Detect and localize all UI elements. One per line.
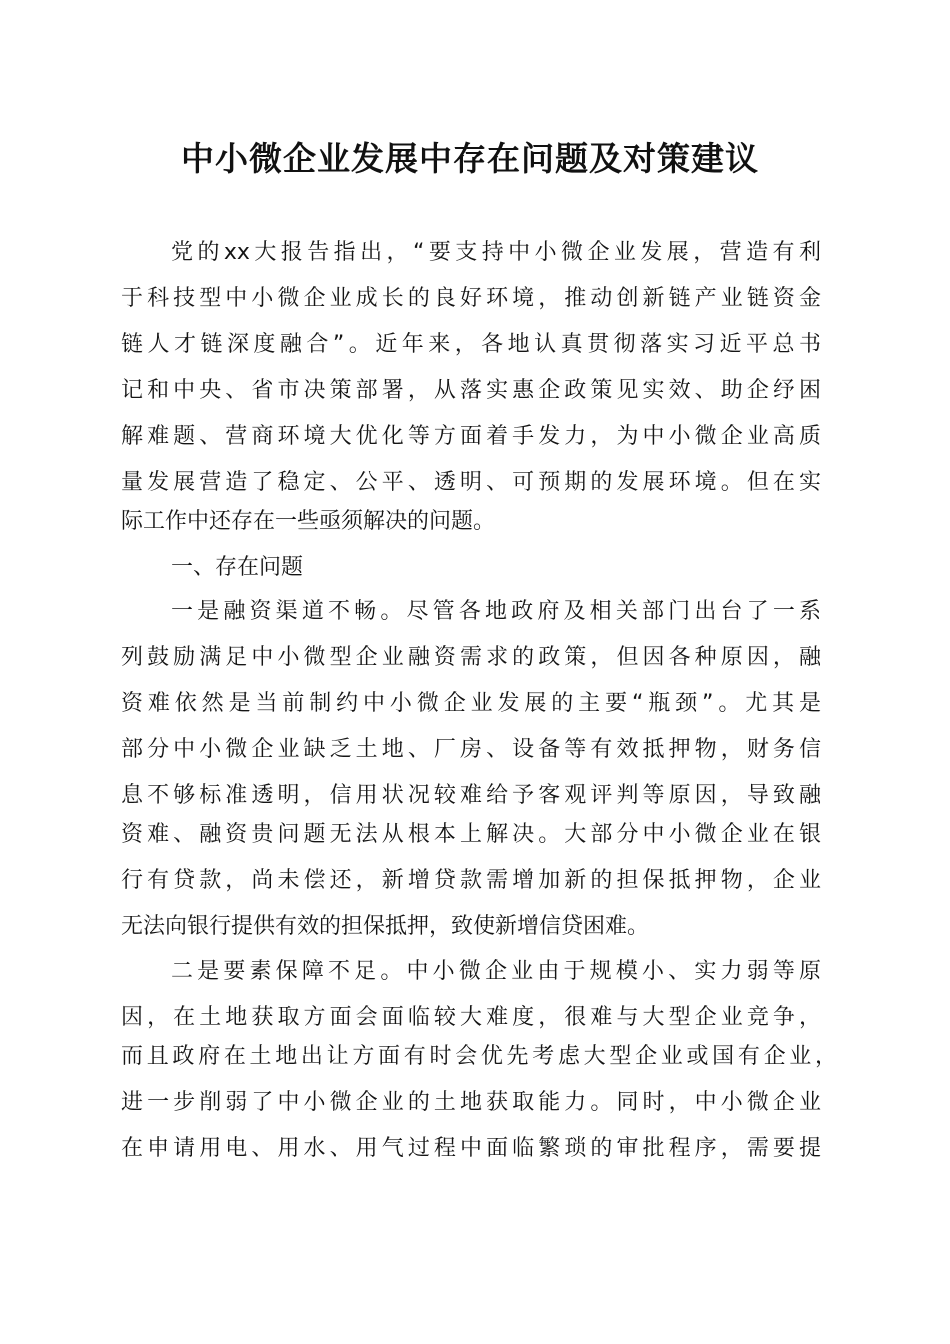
- paragraph-text: 尽管各地政府及相关部门出台了一系: [406, 599, 821, 624]
- intro-line: 链人才链深度融合”。近年来，各地认真贯彻落实习近平总书: [121, 332, 821, 357]
- paragraph-line: 部分中小微企业缺乏土地、厂房、设备等有效抵押物，财务信: [121, 737, 821, 762]
- paragraph-lead: 二是要素保障不足。: [171, 959, 407, 984]
- paragraph-line: 资难、融资贵问题无法从根本上解决。大部分中小微企业在银: [121, 822, 821, 847]
- paragraph-text: 中小微企业由于规模小、实力弱等原: [406, 959, 821, 984]
- paragraph-line: 息不够标准透明，信用状况较难给予客观评判等原因，导致融: [121, 783, 821, 808]
- paragraph-line: 无法向银行提供有效的担保抵押，致使新增信贷困难。: [121, 914, 650, 939]
- intro-line: 党的xx大报告指出，“要支持中小微企业发展，营造有利: [171, 240, 821, 265]
- intro-line: 记和中央、省市决策部署，从落实惠企政策见实效、助企纾困: [121, 378, 821, 403]
- paragraph-line: 列鼓励满足中小微型企业融资需求的政策，但因各种原因，融: [121, 645, 821, 670]
- intro-line: 于科技型中小微企业成长的良好环境，推动创新链产业链资金: [121, 286, 821, 311]
- paragraph-line: 因，在土地获取方面会面临较大难度，很难与大型企业竞争，: [121, 1005, 821, 1030]
- intro-line: 解难题、营商环境大优化等方面着手发力，为中小微企业高质: [121, 424, 821, 449]
- paragraph-line: [171, 597, 821, 627]
- paragraph-line: 而且政府在土地出让方面有时会优先考虑大型企业或国有企业，: [121, 1044, 837, 1069]
- paragraph-line: 资难依然是当前制约中小微企业发展的主要“瓶颈”。尤其是: [121, 691, 821, 716]
- intro-line: 际工作中还存在一些亟须解决的问题。: [121, 509, 496, 534]
- document-title: 中小微企业发展中存在问题及对策建议: [181, 139, 759, 178]
- section-heading: 一、存在问题: [171, 555, 304, 580]
- paragraph-lead: 一是融资渠道不畅。: [171, 599, 407, 624]
- paragraph-line: 进一步削弱了中小微企业的土地获取能力。同时，中小微企业: [121, 1090, 821, 1115]
- intro-line: 量发展营造了稳定、公平、透明、可预期的发展环境。但在实: [121, 470, 821, 495]
- paragraph-line: [171, 957, 821, 987]
- paragraph-line: 行有贷款，尚未偿还，新增贷款需增加新的担保抵押物，企业: [121, 868, 821, 893]
- paragraph-line: 在申请用电、用水、用气过程中面临繁琐的审批程序，需要提: [121, 1136, 821, 1161]
